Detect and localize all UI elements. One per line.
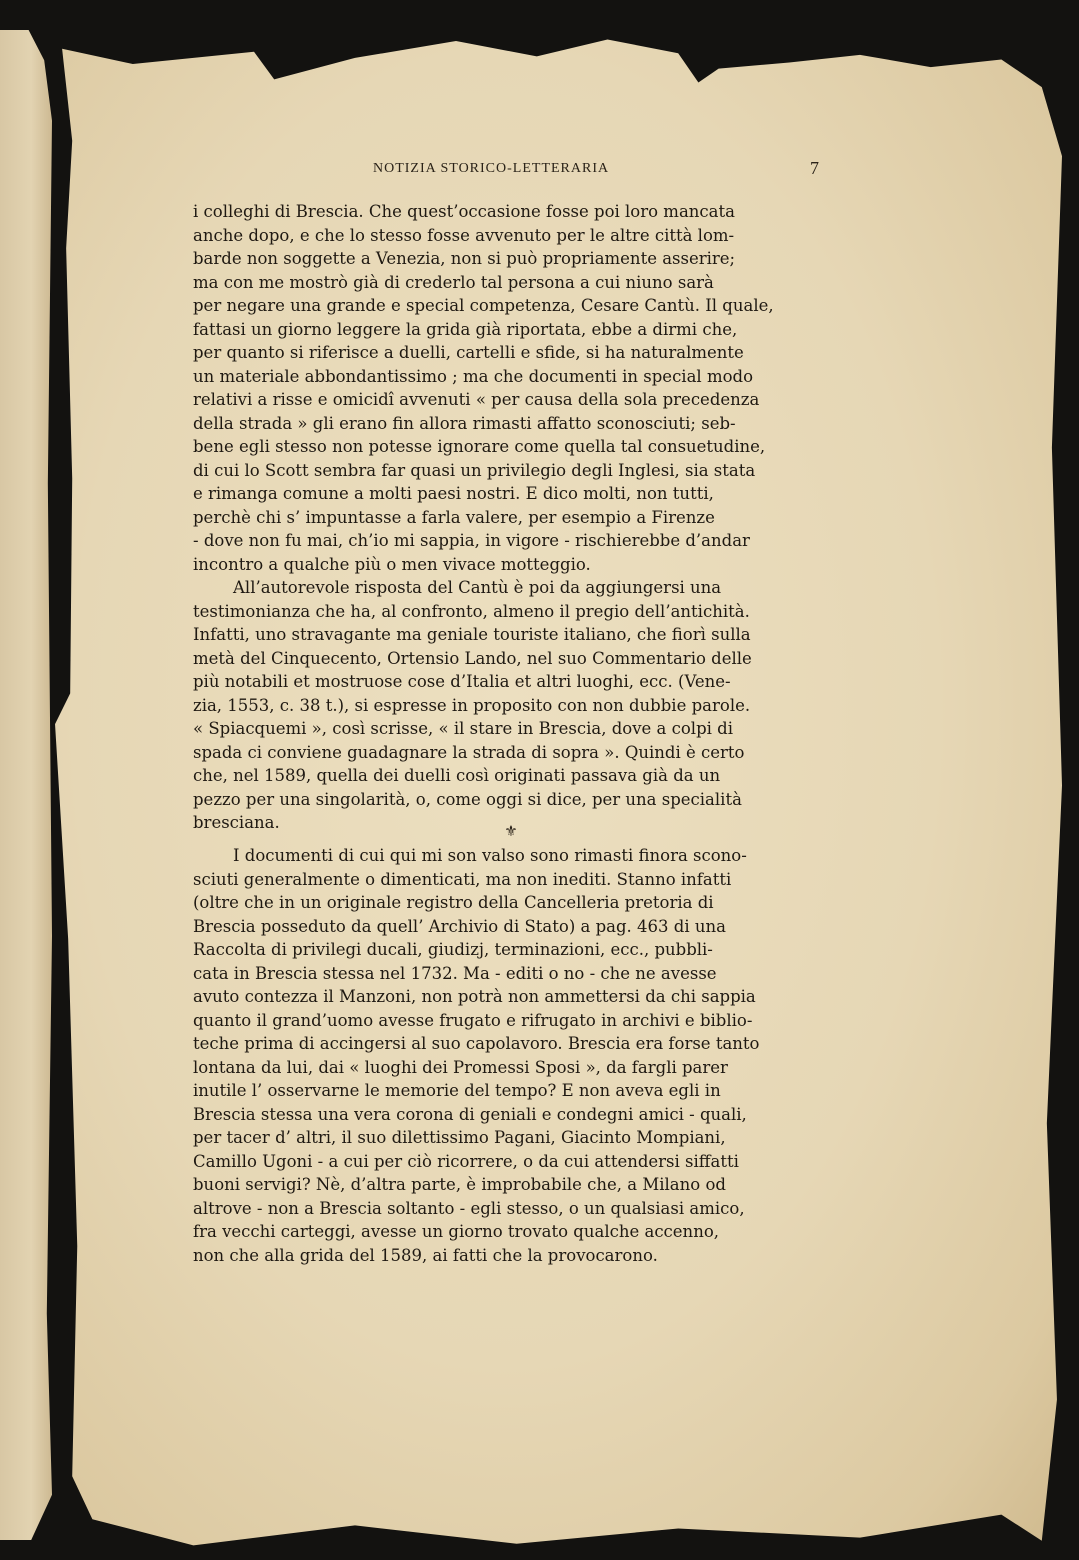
text-line: altrove - non a Brescia soltanto - egli stesso, o un qualsiasi amico, [193, 1198, 745, 1218]
paragraph-3 [193, 844, 819, 1267]
text-line: relativi a risse e omicidî avvenuti « per causa della sola precedenza [193, 390, 760, 409]
paragraph-1 [193, 200, 819, 576]
text-line: (oltre che in un originale registro della Cancelleria pretoria di [193, 893, 714, 912]
text-line: Raccolta di privilegi ducali, giudizj, terminazioni, ecc., pubbli- [193, 940, 713, 959]
text-line: che, nel 1589, quella dei duelli così originati passava già da un [193, 766, 721, 785]
text-line: di cui lo Scott sembra far quasi un privilegio degli Inglesi, sia stata [193, 460, 756, 480]
text-line: - dove non fu mai, ch’io mi sappia, in vigore - rischierebbe d’andar [193, 531, 750, 550]
text-line: Brescia stessa una vera corona di geniali e condegni amici - quali, [193, 1104, 747, 1124]
running-title: NOTIZIA STORICO-LETTERARIA [373, 161, 610, 176]
text-line: I documenti di cui qui mi son valso sono rimasti finora scono- [233, 846, 747, 865]
text-line: ma con me mostrò già di crederlo tal persona a cui niuno sarà [193, 272, 714, 292]
text-line: « Spiacquemi », così scrisse, « il stare in Brescia, dove a colpi di [193, 719, 733, 738]
text-line: zia, 1553, c. 38 t.), si espresse in proposito con non dubbie parole. [193, 695, 751, 715]
text-line: bresciana. [193, 813, 280, 832]
fleuron-ornament: ⚜ [504, 822, 518, 840]
text-line: spada ci conviene guadagnare la strada di sopra ». Quindi è certo [193, 742, 745, 762]
text-line: teche prima di accingersi al suo capolavoro. Brescia era forse tanto [193, 1034, 760, 1053]
left-page-edge [0, 30, 52, 1540]
text-line: della strada » gli erano fin allora rimasti affatto sconosciuti; seb- [193, 413, 736, 433]
text-line: incontro a qualche più o men vivace motteggio. [193, 554, 591, 574]
text-line: Brescia posseduto da quell’ Archivio di Stato) a pag. 463 di una [193, 916, 726, 936]
text-line: avuto contezza il Manzoni, non potrà non ammettersi da chi sappia [193, 987, 756, 1006]
text-line: cata in Brescia stessa nel 1732. Ma - editi o no - che ne avesse [193, 963, 717, 983]
text-line: perchè chi s’ impuntasse a farla valere, per esempio a Firenze [193, 507, 715, 527]
page-number: 7 [810, 158, 819, 178]
text-line: buoni servigi? Nè, d’altra parte, è improbabile che, a Milano od [193, 1175, 726, 1194]
text-line: pezzo per una singolarità, o, come oggi si dice, per una specialità [193, 789, 742, 809]
text-line: per quanto si riferisce a duelli, cartelli e sfide, si ha naturalmente [193, 343, 744, 362]
text-line: Camillo Ugoni - a cui per ciò ricorrere, o da cui attendersi siffatti [193, 1151, 739, 1171]
text-line: per tacer d’ altri, il suo dilettissimo Pagani, Giacinto Mompiani, [193, 1128, 726, 1147]
text-line: quanto il grand’uomo avesse frugato e rifrugato in archivi e biblio- [193, 1010, 753, 1030]
text-line: fattasi un giorno leggere la grida già riportata, ebbe a dirmi che, [193, 319, 738, 339]
text-line: per negare una grande e special competenza, Cesare Cantù. Il quale, [193, 296, 774, 315]
text-line: un materiale abbondantissimo ; ma che documenti in special modo [193, 366, 754, 386]
text-line: inutile l’ osservarne le memorie del tempo? E non aveva egli in [193, 1081, 721, 1100]
text-line: fra vecchi carteggi, avesse un giorno trovato qualche accenno, [193, 1222, 719, 1241]
text-block-upper [193, 200, 819, 835]
text-line: più notabili et mostruose cose d’Italia et altri luoghi, ecc. (Vene- [193, 672, 731, 691]
text-line: lontana da lui, dai « luoghi dei Promessi Sposi », da fargli parer [193, 1057, 728, 1077]
text-line: testimonianza che ha, al confronto, almeno il pregio dell’antichità. [193, 601, 750, 621]
text-line: bene egli stesso non potesse ignorare come quella tal consuetudine, [193, 437, 766, 456]
text-line: non che alla grida del 1589, ai fatti che la provocarono. [193, 1245, 658, 1265]
text-block-lower [193, 844, 819, 1267]
text-line: sciuti generalmente o dimenticati, ma non inediti. Stanno infatti [193, 869, 732, 889]
text-line: barde non soggette a Venezia, non si può propriamente asserire; [193, 249, 736, 268]
text-line: i colleghi di Brescia. Che quest’occasione fosse poi loro mancata [193, 202, 735, 221]
text-line: anche dopo, e che lo stesso fosse avvenuto per le altre città lom- [193, 225, 735, 245]
text-line: metà del Cinquecento, Ortensio Lando, nel suo Commentario delle [193, 648, 752, 668]
text-line: e rimanga comune a molti paesi nostri. E dico molti, non tutti, [193, 484, 714, 503]
paragraph-2 [193, 576, 819, 835]
text-line: All’autorevole risposta del Cantù è poi da aggiungersi una [233, 578, 722, 597]
text-line: Infatti, uno stravagante ma geniale touriste italiano, che fiorì sulla [193, 625, 751, 644]
